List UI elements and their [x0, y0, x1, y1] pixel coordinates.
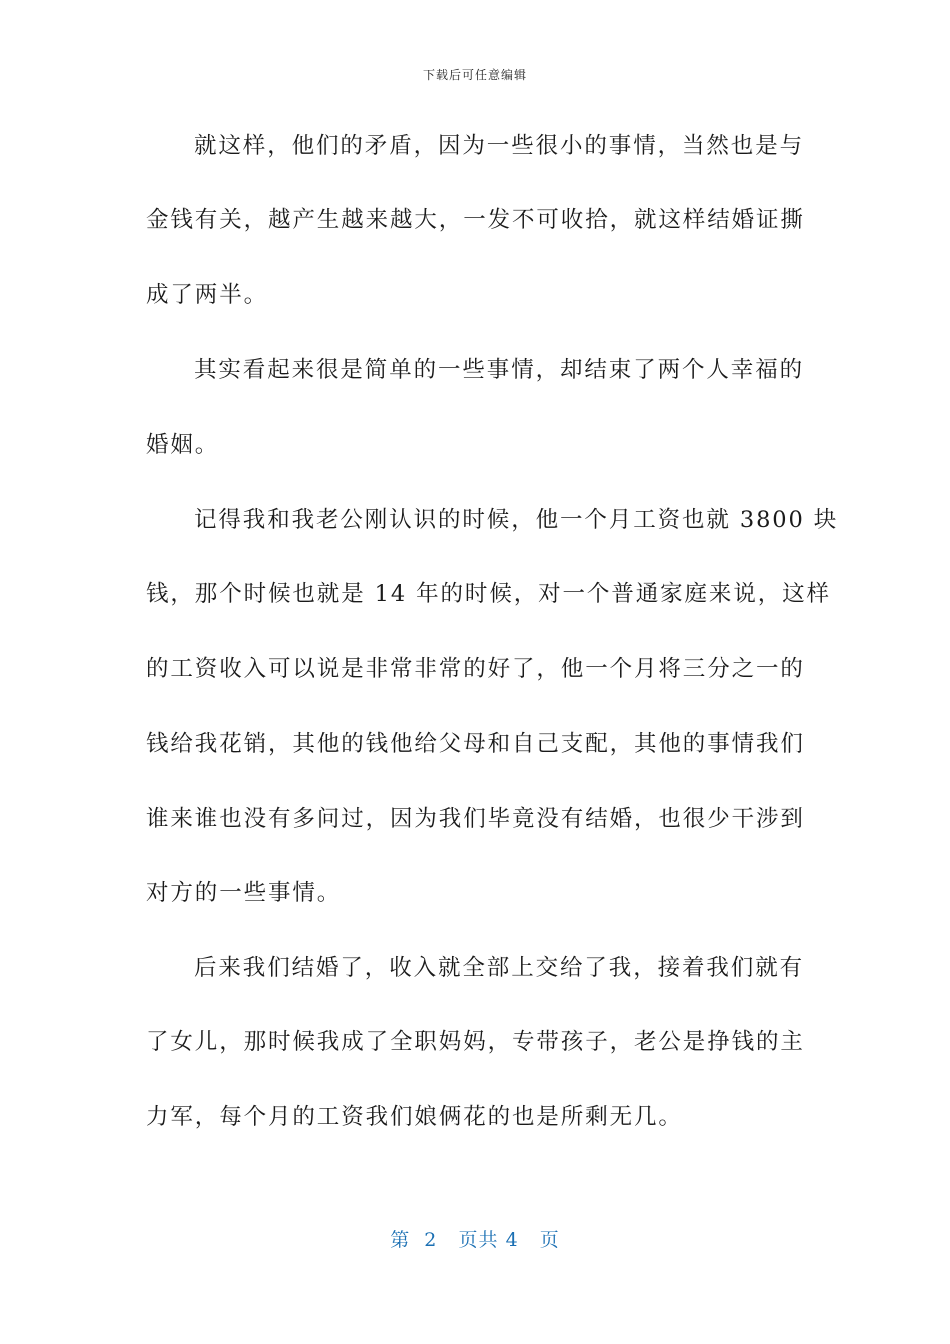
paragraph-3-line-6: 对方的一些事情。 — [146, 880, 342, 906]
paragraph-4-line-3: 力军，每个月的工资我们娘俩花的也是所剩无几。 — [146, 1104, 683, 1130]
paragraph-1-line-1: 就这样，他们的矛盾，因为一些很小的事情，当然也是与 — [194, 133, 805, 159]
footer-prefix: 第 — [390, 1229, 411, 1251]
paragraph-2-line-1: 其实看起来很是简单的一些事情，却结束了两个人幸福的 — [194, 357, 805, 383]
paragraph-2-line-2: 婚姻。 — [146, 432, 220, 458]
paragraph-3-line-1: 记得我和我老公刚认识的时候，他一个月工资也就 3800 块 — [194, 507, 839, 533]
footer-current-page: 2 — [424, 1229, 438, 1251]
paragraph-4-line-2: 了女儿，那时候我成了全职妈妈，专带孩子，老公是挣钱的主 — [146, 1029, 805, 1055]
page-number-footer — [0, 1225, 950, 1252]
paragraph-3-line-4: 钱给我花销，其他的钱他给父母和自己支配，其他的事情我们 — [146, 731, 805, 757]
paragraph-3-line-5: 谁来谁也没有多问过，因为我们毕竟没有结婚，也很少干涉到 — [146, 806, 805, 832]
paragraph-3-line-2: 钱，那个时候也就是 14 年的时候，对一个普通家庭来说，这样 — [146, 581, 831, 607]
paragraph-1-line-3: 成了两半。 — [146, 282, 269, 308]
paragraph-4-line-1: 后来我们结婚了，收入就全部上交给了我，接着我们就有 — [194, 955, 805, 981]
footer-middle: 页共 — [458, 1229, 499, 1251]
paragraph-3-line-3: 的工资收入可以说是非常非常的好了，他一个月将三分之一的 — [146, 656, 805, 682]
page-header-note: 下载后可任意编辑 — [422, 68, 527, 82]
footer-total-pages: 4 — [505, 1229, 519, 1251]
paragraph-1-line-2: 金钱有关，越产生越来越大，一发不可收拾，就这样结婚证撕 — [146, 207, 805, 233]
footer-suffix: 页 — [539, 1229, 560, 1251]
